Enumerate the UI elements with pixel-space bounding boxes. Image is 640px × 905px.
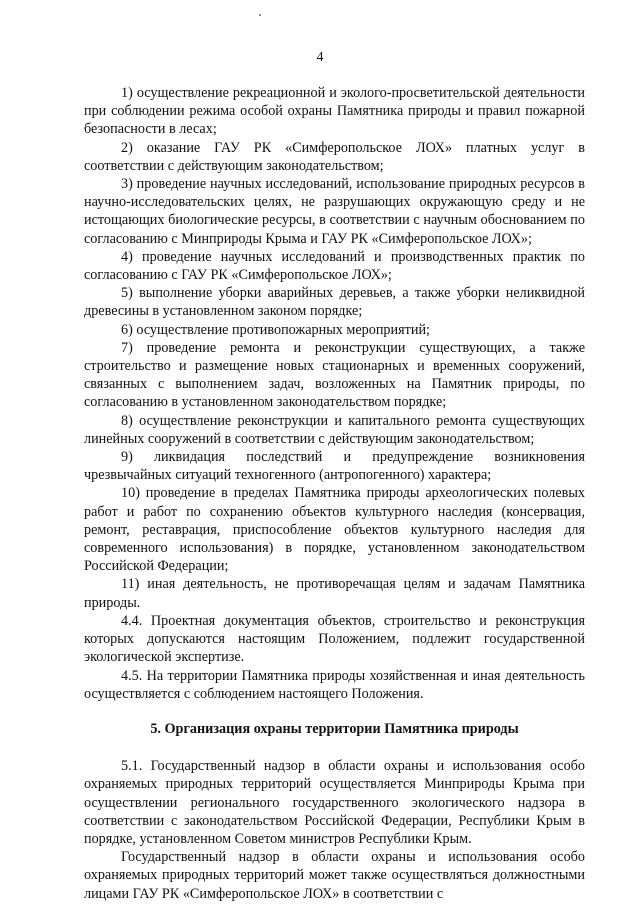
list-item-2: 2) оказание ГАУ РК «Симферопольское ЛОХ» платных услуг в соответствии с действующим законодательством; <box>84 139 585 174</box>
list-item-1: 1) осуществление рекреационной и эколого-просветительской деятельности при соблюдении режима особой охраны Памятника природы и правил пожарной безопасности в лесах; <box>84 85 585 138</box>
paragraph-5-1: 5.1. Государственный надзор в области охраны и использования особо охраняемых природных территорий осуществляется Минприроды Крыма при осуществлении регионального государственного экологического надзора в соответствии с законодательством Российской Федерации, Республики Крым в порядке, установленном Советом министров Республики Крым. <box>84 758 585 847</box>
list-item-11: 11) иная деятельность, не противоречащая целям и задачам Памятника природы. <box>84 576 585 611</box>
paragraph-4-5: 4.5. На территории Памятника природы хозяйственная и иная деятельность осуществляется с соблюдением настоящего Положения. <box>84 667 585 702</box>
list-item-5: 5) выполнение уборки аварийных деревьев, а также уборки неликвидной древесины в установленном законом порядке; <box>84 285 585 320</box>
page-number: 4 <box>316 50 324 65</box>
section-heading: 5. Организация охраны территории Памятника природы <box>150 720 519 737</box>
paragraph-4-4: 4.4. Проектная документация объектов, строительство и реконструкция которых допускаются настоящим Положением, подлежит государственной экологической экспертизе. <box>84 612 585 666</box>
list-item-9: 9) ликвидация последствий и предупреждение возникновения чрезвычайных ситуаций техногенного (антропогенного) характера; <box>84 449 585 484</box>
list-item-3: 3) проведение научных исследований, использование природных ресурсов в научно-исследовательских целях, не разрушающих окружающую среду и не истощающих биологические ресурсы, в соответствии с научным обоснованием по согласованию с Минприроды Крыма и ГАУ РК «Симферопольское ЛОХ»; <box>84 176 585 247</box>
list-item-7: 7) проведение ремонта и реконструкции существующих, а также строительство и размещение новых стационарных и временных сооружений, связанных с выполнением задач, возложенных на Памятник природы, по согласованию в установленном законодательством порядке; <box>84 339 585 411</box>
list-item-6: 6) осуществление противопожарных мероприятий; <box>121 321 430 338</box>
list-item-8: 8) осуществление реконструкции и капитального ремонта существующих линейных сооружений в соответствии с действующим законодательством; <box>84 412 585 447</box>
list-item-10: 10) проведение в пределах Памятника природы археологических полевых работ и работ по сохранению объектов культурного наследия (консервация, ремонт, реставрация, приспособление объектов культурного наследия для современного использования) в порядке, установленном законодательством Российской Федерации; <box>84 485 585 575</box>
scan-artifact-dot <box>259 14 261 16</box>
paragraph-5-1-continued: Государственный надзор в области охраны и использования особо охраняемых природных территорий может также осуществляться должностными лицами ГАУ РК «Симферопольское ЛОХ» в соответствии с <box>84 849 585 902</box>
document-body <box>84 84 585 903</box>
list-item-4: 4) проведение научных исследований и производственных практик по согласованию с ГАУ РК «Симферопольское ЛОХ»; <box>84 248 585 284</box>
